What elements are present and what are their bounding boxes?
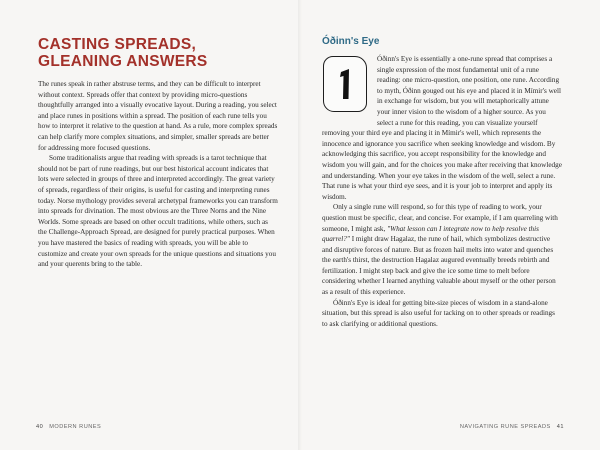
left-paragraph-2: Some traditionalists argue that reading with spreads is a tarot technique that should not be part of rune readings, but our best historical account indicates that lots were selected in groups of three and interpreted accordingly. The great variety of spreads, regardless of their origins, is useful for casting and interpreting runes today. Norse mythology provides several archetypal frameworks you can transform into spreads for divination. The most obvious are the Three Norns and the Nine Worlds. Some spreads are based on other occult traditions, while others, such as the Challenge-Approach Spread, are designed for purely practical purposes. When you have mastered the basics of reading with spreads, you will be able to customize and create your own spreads for the unique questions and situations you and your querents bring to the table. — [38, 154, 278, 269]
chapter-heading: CASTING SPREADS, GLEANING ANSWERS — [38, 36, 208, 70]
right-paragraph-1: Óðinn's Eye is essentially a one-rune spread that comprises a single expression of the most fundamental unit of a rune reading: one micro-question, one position, one rune. According to myth, Óðinn gouged out his eye and placed it in Mímir's well in exchange for wisdom, but you will metaphorically attune your inner vision to the wisdom of a higher source. As you select a rune for this reading, you can visualize yourself removing your third eye and placing it in Mímir's well, which represents the innocence and ignorance you sacrifice when seeking knowledge and wisdom. By acknowledging this sacrifice, you accept responsibility for the knowledge and wisdom you will gain, and for the choices you make after receiving that knowledge and understanding. When your eye takes in the wisdom of the well, select a rune. That rune is what your third eye sees, and it is your job to interpret and apply its wisdom. — [322, 55, 562, 201]
left-paragraph-1: The runes speak in rather abstruse terms, and they can be difficult to interpret without context. Spreads offer that context by providing micro-questions thoughtfully arranged into a visually evocative layout. During a reading, you select and place runes in positions within a spread. The position of each rune tells you how to interpret it relative to the question at hand. As a rule, more complex spreads can help clarify more complex situations, and simpler, smaller spreads are better for addressing more focused questions. — [38, 80, 278, 152]
isa-rune-icon — [323, 56, 367, 112]
left-footer — [30, 424, 101, 430]
example-question-quote: "What lesson can I integrate now to help resolve this quarrel?" — [322, 224, 539, 244]
left-running-title: MODERN RUNES — [49, 424, 102, 430]
section-subheading: Óðinn's Eye — [322, 36, 380, 47]
right-running-title: NAVIGATING RUNE SPREADS — [459, 424, 551, 430]
right-footer — [460, 424, 570, 430]
right-page — [300, 0, 600, 450]
right-paragraph-2 — [322, 202, 562, 297]
rune-glyph-icon — [332, 65, 358, 103]
right-page-number: 41 — [556, 424, 564, 430]
paragraph-text-after: I might draw Hagalaz, the rune of hail, which symbolizes destructive and disruptive forces of nature. But as frozen hail melts into water and quenches the earth's thirst, the destruction Hagalaz augured eventually breeds rebirth and fertilization. I might step back and give the ice some time to melt before considering whether I learned anything valuable about myself or the other person as a result of this experience. — [322, 235, 556, 297]
paragraph-text-before: Only a single rune will respond, so for this type of reading to work, your question must be specific, clear, and concise. For example, if I am quarreling with someone, I might ask, — [322, 203, 558, 233]
left-page-number: 40 — [36, 424, 44, 430]
rune-stone-illustration — [323, 56, 367, 114]
right-paragraph-3: Óðinn's Eye is ideal for getting bite-size pieces of wisdom in a stand-alone situation, but this spread is also useful for tacking on to other spreads or readings to ask clarifying or additional questions. — [322, 298, 555, 328]
